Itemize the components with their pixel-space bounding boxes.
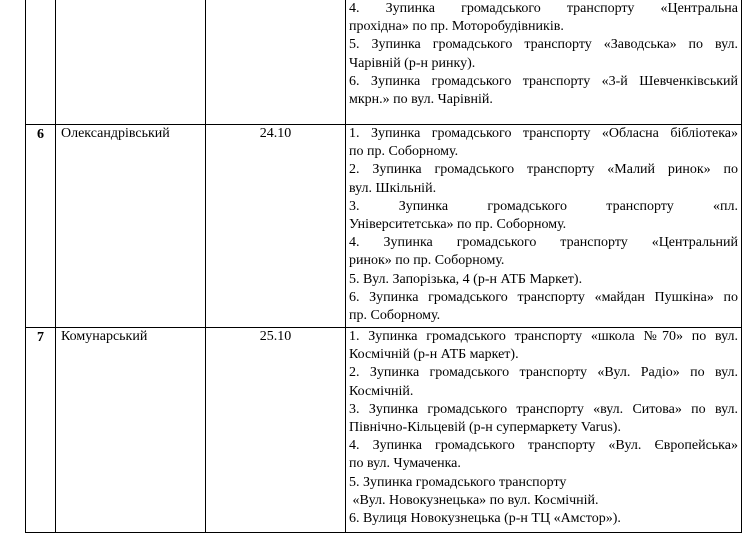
district-name: [56, 0, 206, 125]
stop-line: 5. Зупинка громадського транспорту «Заводська» по вул.: [349, 37, 738, 53]
stop-line: Університетська» по пр. Соборному.: [349, 217, 567, 233]
table-row: [26, 125, 742, 328]
stop-line: 5. Вул. Запорізька, 4 (р-н АТБ Маркет).: [349, 271, 583, 287]
stop-line: прохідна» по пр. Моторобудівників.: [349, 19, 564, 35]
date-cell: 25.10: [206, 328, 346, 533]
stop-line: ринок» по пр. Соборному.: [349, 253, 505, 269]
stop-line: 6. Зупинка громадського транспорту «майдан Пушкіна» по: [349, 289, 738, 305]
stop-line: 6. Вулиця Новокузнецька (р-н ТЦ «Амстор»).: [349, 511, 621, 527]
district-name: Комунарський: [56, 328, 206, 533]
stop-line: «Вул. Новокузнецька» по вул. Космічній.: [349, 492, 599, 508]
table-row: [26, 328, 742, 533]
stop-line: Космічній (р-н АТБ маркет).: [349, 347, 519, 363]
stop-line: пр. Соборному.: [349, 308, 441, 324]
stop-line: 4. Зупинка громадського транспорту «Центральна: [349, 1, 738, 16]
row-number: [26, 0, 56, 125]
row-number: 7: [26, 328, 56, 533]
stop-line: 3. Зупинка громадського транспорту «пл.: [349, 198, 738, 214]
stop-line: 3. Зупинка громадського транспорту «вул. Ситова» по вул.: [349, 401, 738, 417]
stops-cell: [346, 328, 742, 533]
stops-cell: [346, 125, 742, 328]
stop-line: по вул. Чумаченка.: [349, 456, 461, 472]
row-number: 6: [26, 125, 56, 328]
schedule-table: [25, 0, 742, 533]
stops-cell: [346, 0, 742, 125]
stop-line: вул. Шкільній.: [349, 180, 437, 196]
stop-line: Космічній.: [349, 383, 414, 399]
district-name: Олександрівський: [56, 125, 206, 328]
date-cell: [206, 0, 346, 125]
stop-line: по пр. Соборному.: [349, 144, 459, 160]
stop-line: 6. Зупинка громадського транспорту «3-й Шевченківський: [349, 73, 738, 89]
table-row: [26, 0, 742, 125]
stop-line: мкрн.» по вул. Чарівній.: [349, 92, 493, 108]
stop-line: Північно-Кільцевій (р-н супермаркету Varus).: [349, 420, 621, 436]
stop-line: 2. Зупинка громадського транспорту «Малий ринок» по: [349, 162, 738, 178]
stop-line: 2. Зупинка громадського транспорту «Вул. Радіо» по вул.: [349, 365, 738, 381]
stop-line: Чарівній (р-н ринку).: [349, 55, 476, 71]
stop-line: 4. Зупинка громадського транспорту «Вул. Європейська»: [349, 438, 738, 454]
stop-line: 1. Зупинка громадського транспорту «школа №70» по вул.: [349, 329, 738, 344]
stop-line: 5. Зупинка громадського транспорту: [349, 474, 567, 490]
date-cell: 24.10: [206, 125, 346, 328]
stop-line: 4. Зупинка громадського транспорту «Центральний: [349, 235, 738, 251]
stop-line: 1. Зупинка громадського транспорту «Обласна бібліотека»: [349, 126, 738, 141]
